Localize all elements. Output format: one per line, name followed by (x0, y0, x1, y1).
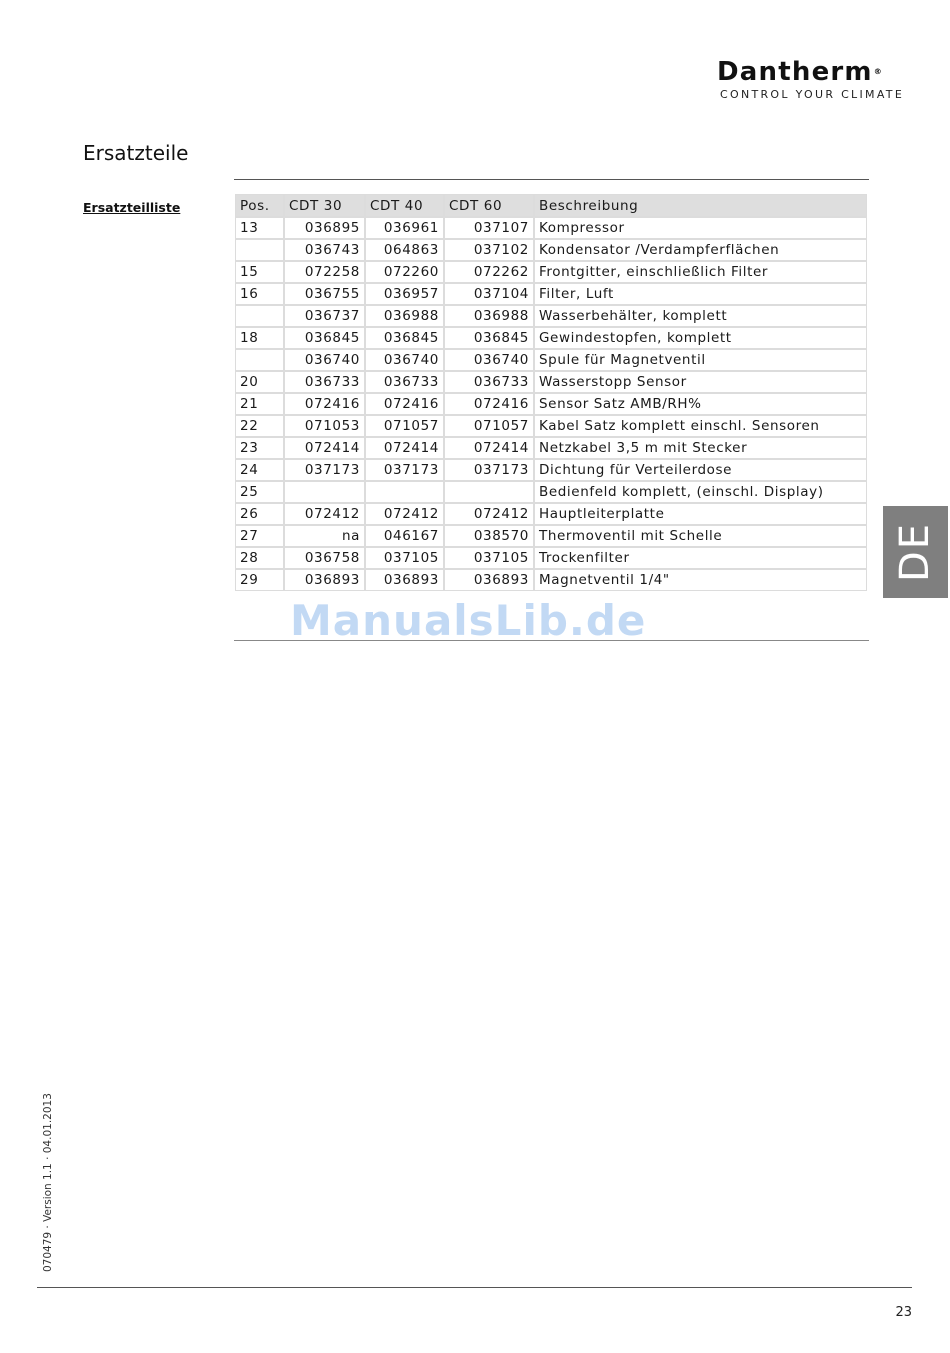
header-pos: Pos. (236, 195, 283, 216)
registered-mark: ® (873, 67, 883, 76)
table-header-row (236, 195, 866, 216)
cell-cdt60: 037102 (445, 240, 533, 260)
cell-cdt30: 072416 (285, 394, 364, 414)
footer-divider (37, 1287, 912, 1288)
header-cdt30: CDT 30 (285, 195, 364, 216)
table-row (236, 416, 866, 436)
divider-top (234, 179, 869, 180)
cell-pos: 20 (236, 372, 283, 392)
cell-description: Kompressor (535, 218, 866, 238)
side-label: Ersatzteilliste (83, 200, 181, 215)
cell-cdt60: 038570 (445, 526, 533, 546)
table-row (236, 548, 866, 568)
table-row (236, 218, 866, 238)
cell-cdt30: na (285, 526, 364, 546)
cell-cdt60: 072262 (445, 262, 533, 282)
cell-pos: 23 (236, 438, 283, 458)
brand-tagline: CONTROL YOUR CLIMATE (720, 88, 905, 101)
cell-description: Spule für Magnetventil (535, 350, 866, 370)
cell-cdt40: 072260 (366, 262, 443, 282)
table-row (236, 284, 866, 304)
cell-cdt30: 036740 (285, 350, 364, 370)
cell-pos: 27 (236, 526, 283, 546)
table-row (236, 240, 866, 260)
cell-cdt60: 072416 (445, 394, 533, 414)
cell-cdt40: 036733 (366, 372, 443, 392)
cell-cdt40: 036740 (366, 350, 443, 370)
cell-description: Hauptleiterplatte (535, 504, 866, 524)
section-title: Ersatzteile (83, 141, 189, 165)
cell-pos: 15 (236, 262, 283, 282)
cell-cdt40: 037173 (366, 460, 443, 480)
cell-cdt60: 037173 (445, 460, 533, 480)
cell-description: Thermoventil mit Schelle (535, 526, 866, 546)
header-cdt40: CDT 40 (366, 195, 443, 216)
table-row (236, 504, 866, 524)
cell-description: Kabel Satz komplett einschl. Sensoren (535, 416, 866, 436)
cell-cdt30: 036895 (285, 218, 364, 238)
table-row (236, 526, 866, 546)
divider-bottom (234, 640, 869, 641)
cell-description: Filter, Luft (535, 284, 866, 304)
cell-cdt30: 036845 (285, 328, 364, 348)
watermark: ManualsLib.de (290, 596, 647, 645)
cell-pos: 18 (236, 328, 283, 348)
cell-cdt40: 036988 (366, 306, 443, 326)
cell-pos: 29 (236, 570, 283, 590)
cell-cdt60: 037105 (445, 548, 533, 568)
cell-description: Bedienfeld komplett, (einschl. Display) (535, 482, 866, 502)
cell-cdt60: 036893 (445, 570, 533, 590)
cell-cdt40: 072414 (366, 438, 443, 458)
cell-description: Gewindestopfen, komplett (535, 328, 866, 348)
cell-pos (236, 306, 283, 326)
cell-cdt40: 037105 (366, 548, 443, 568)
cell-cdt30: 036733 (285, 372, 364, 392)
table-row (236, 372, 866, 392)
cell-cdt30: 036737 (285, 306, 364, 326)
table-row (236, 350, 866, 370)
table-row (236, 328, 866, 348)
cell-description: Magnetventil 1/4" (535, 570, 866, 590)
cell-description: Wasserstopp Sensor (535, 372, 866, 392)
cell-pos: 13 (236, 218, 283, 238)
document-version: 070479 · Version 1.1 · 04.01.2013 (42, 1093, 54, 1272)
table-row (236, 570, 866, 590)
table-row (236, 482, 866, 502)
language-tab (883, 506, 948, 598)
language-label: DE (892, 521, 939, 583)
cell-description: Trockenfilter (535, 548, 866, 568)
cell-cdt60: 037107 (445, 218, 533, 238)
cell-cdt40 (366, 482, 443, 502)
cell-cdt40: 072412 (366, 504, 443, 524)
cell-cdt60 (445, 482, 533, 502)
cell-pos (236, 350, 283, 370)
table-row (236, 438, 866, 458)
cell-description: Wasserbehälter, komplett (535, 306, 866, 326)
cell-cdt40: 071057 (366, 416, 443, 436)
cell-cdt60: 072412 (445, 504, 533, 524)
brand-logo (717, 58, 913, 101)
table-row (236, 460, 866, 480)
cell-description: Dichtung für Verteilerdose (535, 460, 866, 480)
cell-cdt40: 036845 (366, 328, 443, 348)
cell-pos: 24 (236, 460, 283, 480)
cell-pos: 26 (236, 504, 283, 524)
spare-parts-table (234, 193, 868, 592)
cell-cdt30: 036893 (285, 570, 364, 590)
cell-cdt30: 036755 (285, 284, 364, 304)
cell-pos: 25 (236, 482, 283, 502)
cell-description: Netzkabel 3,5 m mit Stecker (535, 438, 866, 458)
cell-cdt60: 072414 (445, 438, 533, 458)
cell-description: Frontgitter, einschließlich Filter (535, 262, 866, 282)
cell-cdt30: 036743 (285, 240, 364, 260)
cell-cdt30: 072412 (285, 504, 364, 524)
cell-cdt60: 036733 (445, 372, 533, 392)
cell-cdt40: 036961 (366, 218, 443, 238)
cell-cdt60: 037104 (445, 284, 533, 304)
cell-pos: 16 (236, 284, 283, 304)
page-number: 23 (895, 1305, 912, 1320)
header-description: Beschreibung (535, 195, 866, 216)
cell-cdt30: 072414 (285, 438, 364, 458)
table-row (236, 262, 866, 282)
cell-cdt60: 036988 (445, 306, 533, 326)
cell-description: Kondensator /Verdampferflächen (535, 240, 866, 260)
cell-pos: 22 (236, 416, 283, 436)
cell-description: Sensor Satz AMB/RH% (535, 394, 866, 414)
cell-cdt30 (285, 482, 364, 502)
cell-pos: 28 (236, 548, 283, 568)
cell-cdt40: 072416 (366, 394, 443, 414)
table-row (236, 306, 866, 326)
cell-cdt30: 037173 (285, 460, 364, 480)
cell-cdt30: 072258 (285, 262, 364, 282)
cell-cdt30: 071053 (285, 416, 364, 436)
cell-cdt30: 036758 (285, 548, 364, 568)
cell-cdt40: 046167 (366, 526, 443, 546)
cell-pos: 21 (236, 394, 283, 414)
cell-cdt60: 071057 (445, 416, 533, 436)
cell-cdt60: 036845 (445, 328, 533, 348)
cell-pos (236, 240, 283, 260)
brand-name: Dantherm® (717, 57, 883, 87)
cell-cdt40: 064863 (366, 240, 443, 260)
cell-cdt40: 036893 (366, 570, 443, 590)
cell-cdt60: 036740 (445, 350, 533, 370)
cell-cdt40: 036957 (366, 284, 443, 304)
header-cdt60: CDT 60 (445, 195, 533, 216)
table-row (236, 394, 866, 414)
